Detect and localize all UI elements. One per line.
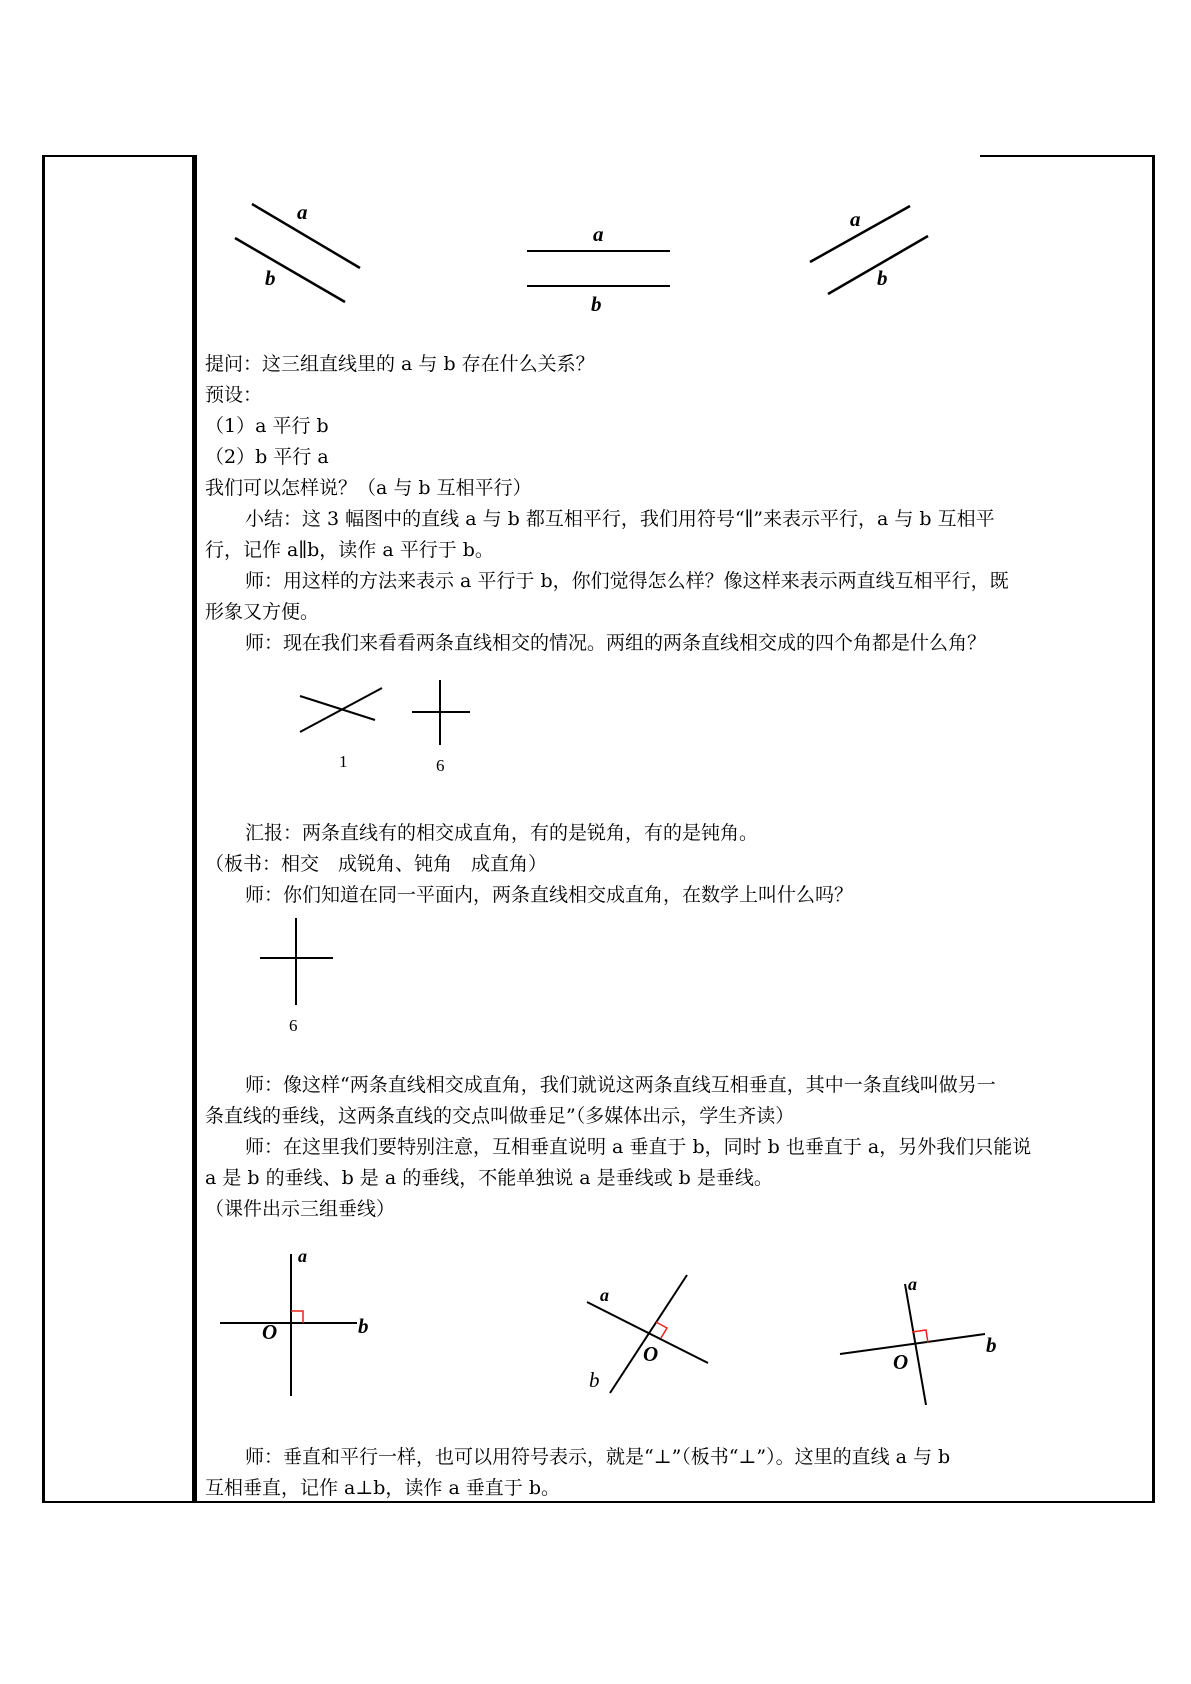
- figure-number-1: 1: [339, 752, 348, 771]
- label-o-3: O: [893, 1350, 909, 1374]
- paragraph-preset-2: （2）b 平行 a: [205, 446, 329, 468]
- label-o-2: O: [643, 1342, 659, 1366]
- paragraph-teacher-6-line2: 互相垂直，记作 a⊥b，读作 a 垂直于 b。: [205, 1477, 561, 1499]
- label-b-4: b: [358, 1314, 369, 1338]
- figure-number-6: 6: [436, 756, 445, 775]
- paragraph-report: 汇报：两条直线有的相交成直角，有的是锐角，有的是钝角。: [245, 822, 759, 844]
- paragraph-courseware: （课件出示三组垂线）: [205, 1198, 396, 1220]
- label-b-1: b: [265, 266, 276, 290]
- paragraph-summary-line2: 行，记作 a∥b，读作 a 平行于 b。: [205, 539, 494, 561]
- paragraph-teacher-3: 师：你们知道在同一平面内，两条直线相交成直角，在数学上叫什么吗？: [245, 884, 854, 906]
- label-b-3: b: [877, 266, 888, 290]
- label-a-3: a: [850, 207, 861, 231]
- label-b-6: b: [986, 1333, 997, 1357]
- paragraph-how-to-say: 我们可以怎样说？（a 与 b 互相平行）: [205, 477, 532, 499]
- paragraph-teacher-6-line1: 师：垂直和平行一样，也可以用符号表示，就是“⊥”（板书“⊥”）。这里的直线 a 与 b: [245, 1446, 951, 1468]
- paragraph-teacher-4-line2: 条直线的垂线，这两条直线的交点叫做垂足”（多媒体出示，学生齐读）: [205, 1105, 795, 1127]
- label-a-4: a: [298, 1246, 307, 1266]
- paragraph-teacher-5-line1: 师：在这里我们要特别注意，互相垂直说明 a 垂直于 b，同时 b 也垂直于 a，另外我们只能说: [245, 1136, 1032, 1158]
- label-b-2: b: [591, 292, 602, 316]
- label-a-2: a: [593, 222, 604, 246]
- paragraph-summary-line1: 小结：这 3 幅图中的直线 a 与 b 都互相平行，我们用符号“∥”来表示平行，a 与 b 互相平: [245, 508, 995, 530]
- paragraph-teacher-1-line2: 形象又方便。: [205, 601, 320, 623]
- paragraph-board-writing: （板书：相交 成锐角、钝角 成直角）: [205, 853, 548, 875]
- paragraph-teacher-5-line2: a 是 b 的垂线、b 是 a 的垂线，不能单独说 a 是垂线或 b 是垂线。: [205, 1167, 773, 1189]
- paragraph-question: 提问：这三组直线里的 a 与 b 存在什么关系？: [205, 353, 595, 375]
- label-a-5: a: [600, 1285, 609, 1305]
- label-a-1: a: [297, 200, 308, 224]
- paragraph-teacher-1-line1: 师：用这样的方法来表示 a 平行于 b，你们觉得怎么样？像这样来表示两直线互相平行，既: [245, 570, 1009, 592]
- label-o-1: O: [262, 1320, 278, 1344]
- paragraph-preset-1: （1）a 平行 b: [205, 415, 329, 437]
- label-a-6: a: [908, 1274, 917, 1294]
- paragraph-teacher-2: 师：现在我们来看看两条直线相交的情况。两组的两条直线相交成的四个角都是什么角？: [245, 632, 987, 654]
- label-b-5: b: [589, 1368, 600, 1392]
- paragraph-preset: 预设：: [205, 384, 263, 406]
- paragraph-teacher-4-line1: 师：像这样“两条直线相交成直角，我们就说这两条直线互相垂直，其中一条直线叫做另一: [245, 1074, 996, 1096]
- figure-number-6b: 6: [289, 1016, 298, 1035]
